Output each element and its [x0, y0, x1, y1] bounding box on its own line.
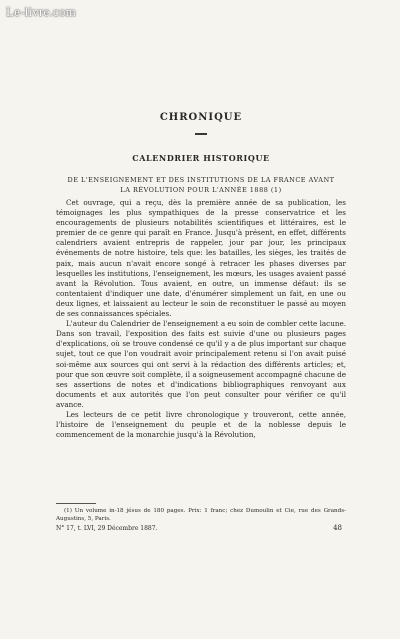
document-page	[56, 0, 346, 639]
page-footer	[56, 525, 346, 535]
paragraph: Cet ouvrage, qui a reçu, dès la première année de sa publication, les témoignages les plus sympathiques de la presse conservatrice et les encouragements de plusieurs notabilités scientifiques et littéraires, est le premier de ce genre qui paraît en France. Jusqu'à présent, en effet, différents calendriers avaient entrepris de rappeler, jour par jour, les principaux événements de notre histoire, tels que: les batailles, les sièges, les traités de paix, mais aucun n'avait encore songé à retracer les phases diverses par lesquelles les institutions, l'enseignement, les mœurs, les usages avaient passé avant la Révolution. Tous avaient, en outre, un immense défaut: ils se contentaient d'indiquer une date, d'énumérer simplement un fait, en une ou deux lignes, et laissaient au lecteur le soin de reconstituer le passé au moyen de ses connaissances spéciales.	[56, 198, 346, 319]
watermark-logo: Le-livre.com	[6, 4, 76, 19]
footnote	[56, 507, 346, 523]
page-title: CHRONIQUE	[159, 112, 243, 123]
section-subtitle: DE L'ENSEIGNEMENT ET DES INSTITUTIONS DE LA FRANCE AVANT LA RÉVOLUTION POUR L'ANNÉE 1888 (1)	[67, 176, 335, 194]
footnote-text: (1) Un volume in-18 jésus de 180 pages. Prix: 1 franc; chez Dumoulin et Cie, rue des Grands-Augustins, 5, Paris.	[56, 508, 346, 522]
title-separator	[195, 133, 207, 135]
paragraph: Les lecteurs de ce petit livre chronologique y trouveront, cette année, l'histoire de l'enseignement du peuple et de la noblesse depuis le commencement de la monarchie jusqu'à la Révolution,	[56, 409, 346, 440]
section-title: CALENDRIER HISTORIQUE	[132, 153, 270, 163]
footnote-rule	[56, 503, 96, 504]
page-number: 48	[333, 524, 342, 532]
paragraph: L'auteur du Calendrier de l'enseignement a eu soin de combler cette lacune. Dans son travail, l'exposition des faits est suivie d'une ou plusieurs pages d'explications, où se trouve condensé ce qu'il y a de plus important sur chaque sujet, tout ce que l'on voudrait avoir principalement retenu si l'on avait puisé soi-même aux sources qui ont servi à la rédaction des différents articles; et, pour que son œuvre soit complète, il a soigneusement accompagné chacune de ses assertions de notes et d'indications bibliographiques renvoyant aux documents et aux autorités que l'on peut consulter pour vérifier ce qu'il avance.	[56, 319, 346, 409]
issue-info: N° 17, t. LVI, 29 Décembre 1887.	[56, 525, 158, 532]
article-body	[56, 198, 346, 440]
